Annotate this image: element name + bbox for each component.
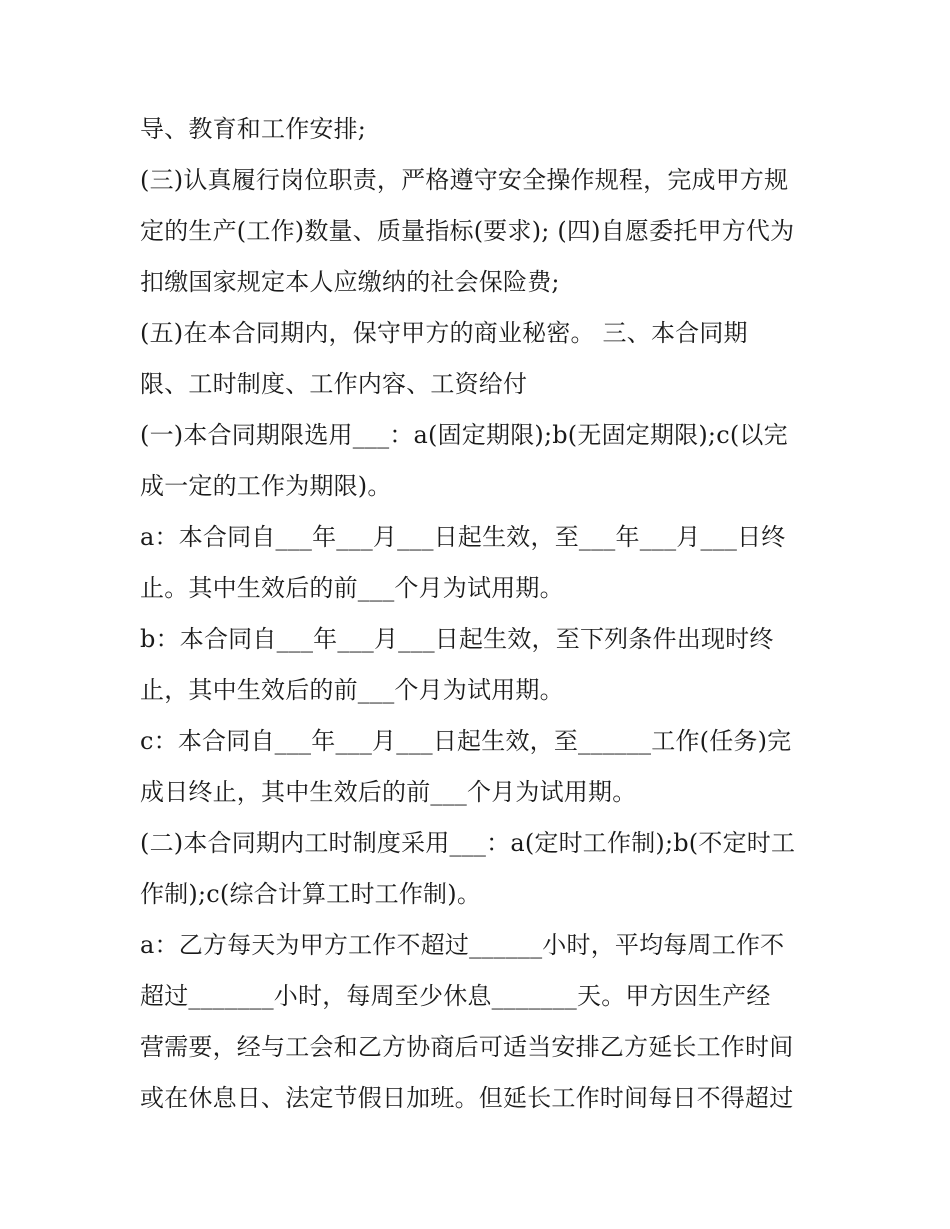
text-line: 扣缴国家规定本人应缴纳的社会保险费; <box>140 268 560 296</box>
text-line: a：本合同自___年___月___日起生效，至___年___月___日终 <box>140 523 786 551</box>
text-line: 止，其中生效后的前___个月为试用期。 <box>140 676 564 704</box>
text-line: 作制);c(综合计算工时工作制)。 <box>140 880 482 908</box>
contract-text-body <box>140 104 820 1124</box>
text-line: 止。其中生效后的前___个月为试用期。 <box>140 574 564 602</box>
text-line: 定的生产(工作)数量、质量指标(要求); (四)自愿委托甲方代为 <box>140 217 795 245</box>
text-line: 营需要，经与工会和乙方协商后可适当安排乙方延长工作时间 <box>140 1033 794 1061</box>
text-line: 导、教育和工作安排; <box>140 115 367 143</box>
text-line: (五)在本合同期内，保守甲方的商业秘密。 三、本合同期 <box>140 319 748 347</box>
text-line: a：乙方每天为甲方工作不超过______小时，平均每周工作不 <box>140 931 785 959</box>
text-line: 成日终止，其中生效后的前___个月为试用期。 <box>140 778 637 806</box>
text-line: 超过_______小时，每周至少休息_______天。甲方因生产经 <box>140 982 771 1010</box>
text-line: (二)本合同期内工时制度采用___：a(定时工作制);b(不定时工 <box>140 829 796 857</box>
text-line: b：本合同自___年___月___日起生效，至下列条件出现时终 <box>140 625 774 653</box>
text-line: 或在休息日、法定节假日加班。但延长工作时间每日不得超过 <box>140 1084 794 1112</box>
text-line: c：本合同自___年___月___日起生效，至______工作(任务)完 <box>140 727 792 755</box>
text-line: 限、工时制度、工作内容、工资给付 <box>140 370 528 398</box>
text-line: (三)认真履行岗位职责，严格遵守安全操作规程，完成甲方规 <box>140 166 789 194</box>
text-line: (一)本合同期限选用___：a(固定期限);b(无固定期限);c(以完 <box>140 421 788 449</box>
text-line: 成一定的工作为期限)。 <box>140 472 392 500</box>
